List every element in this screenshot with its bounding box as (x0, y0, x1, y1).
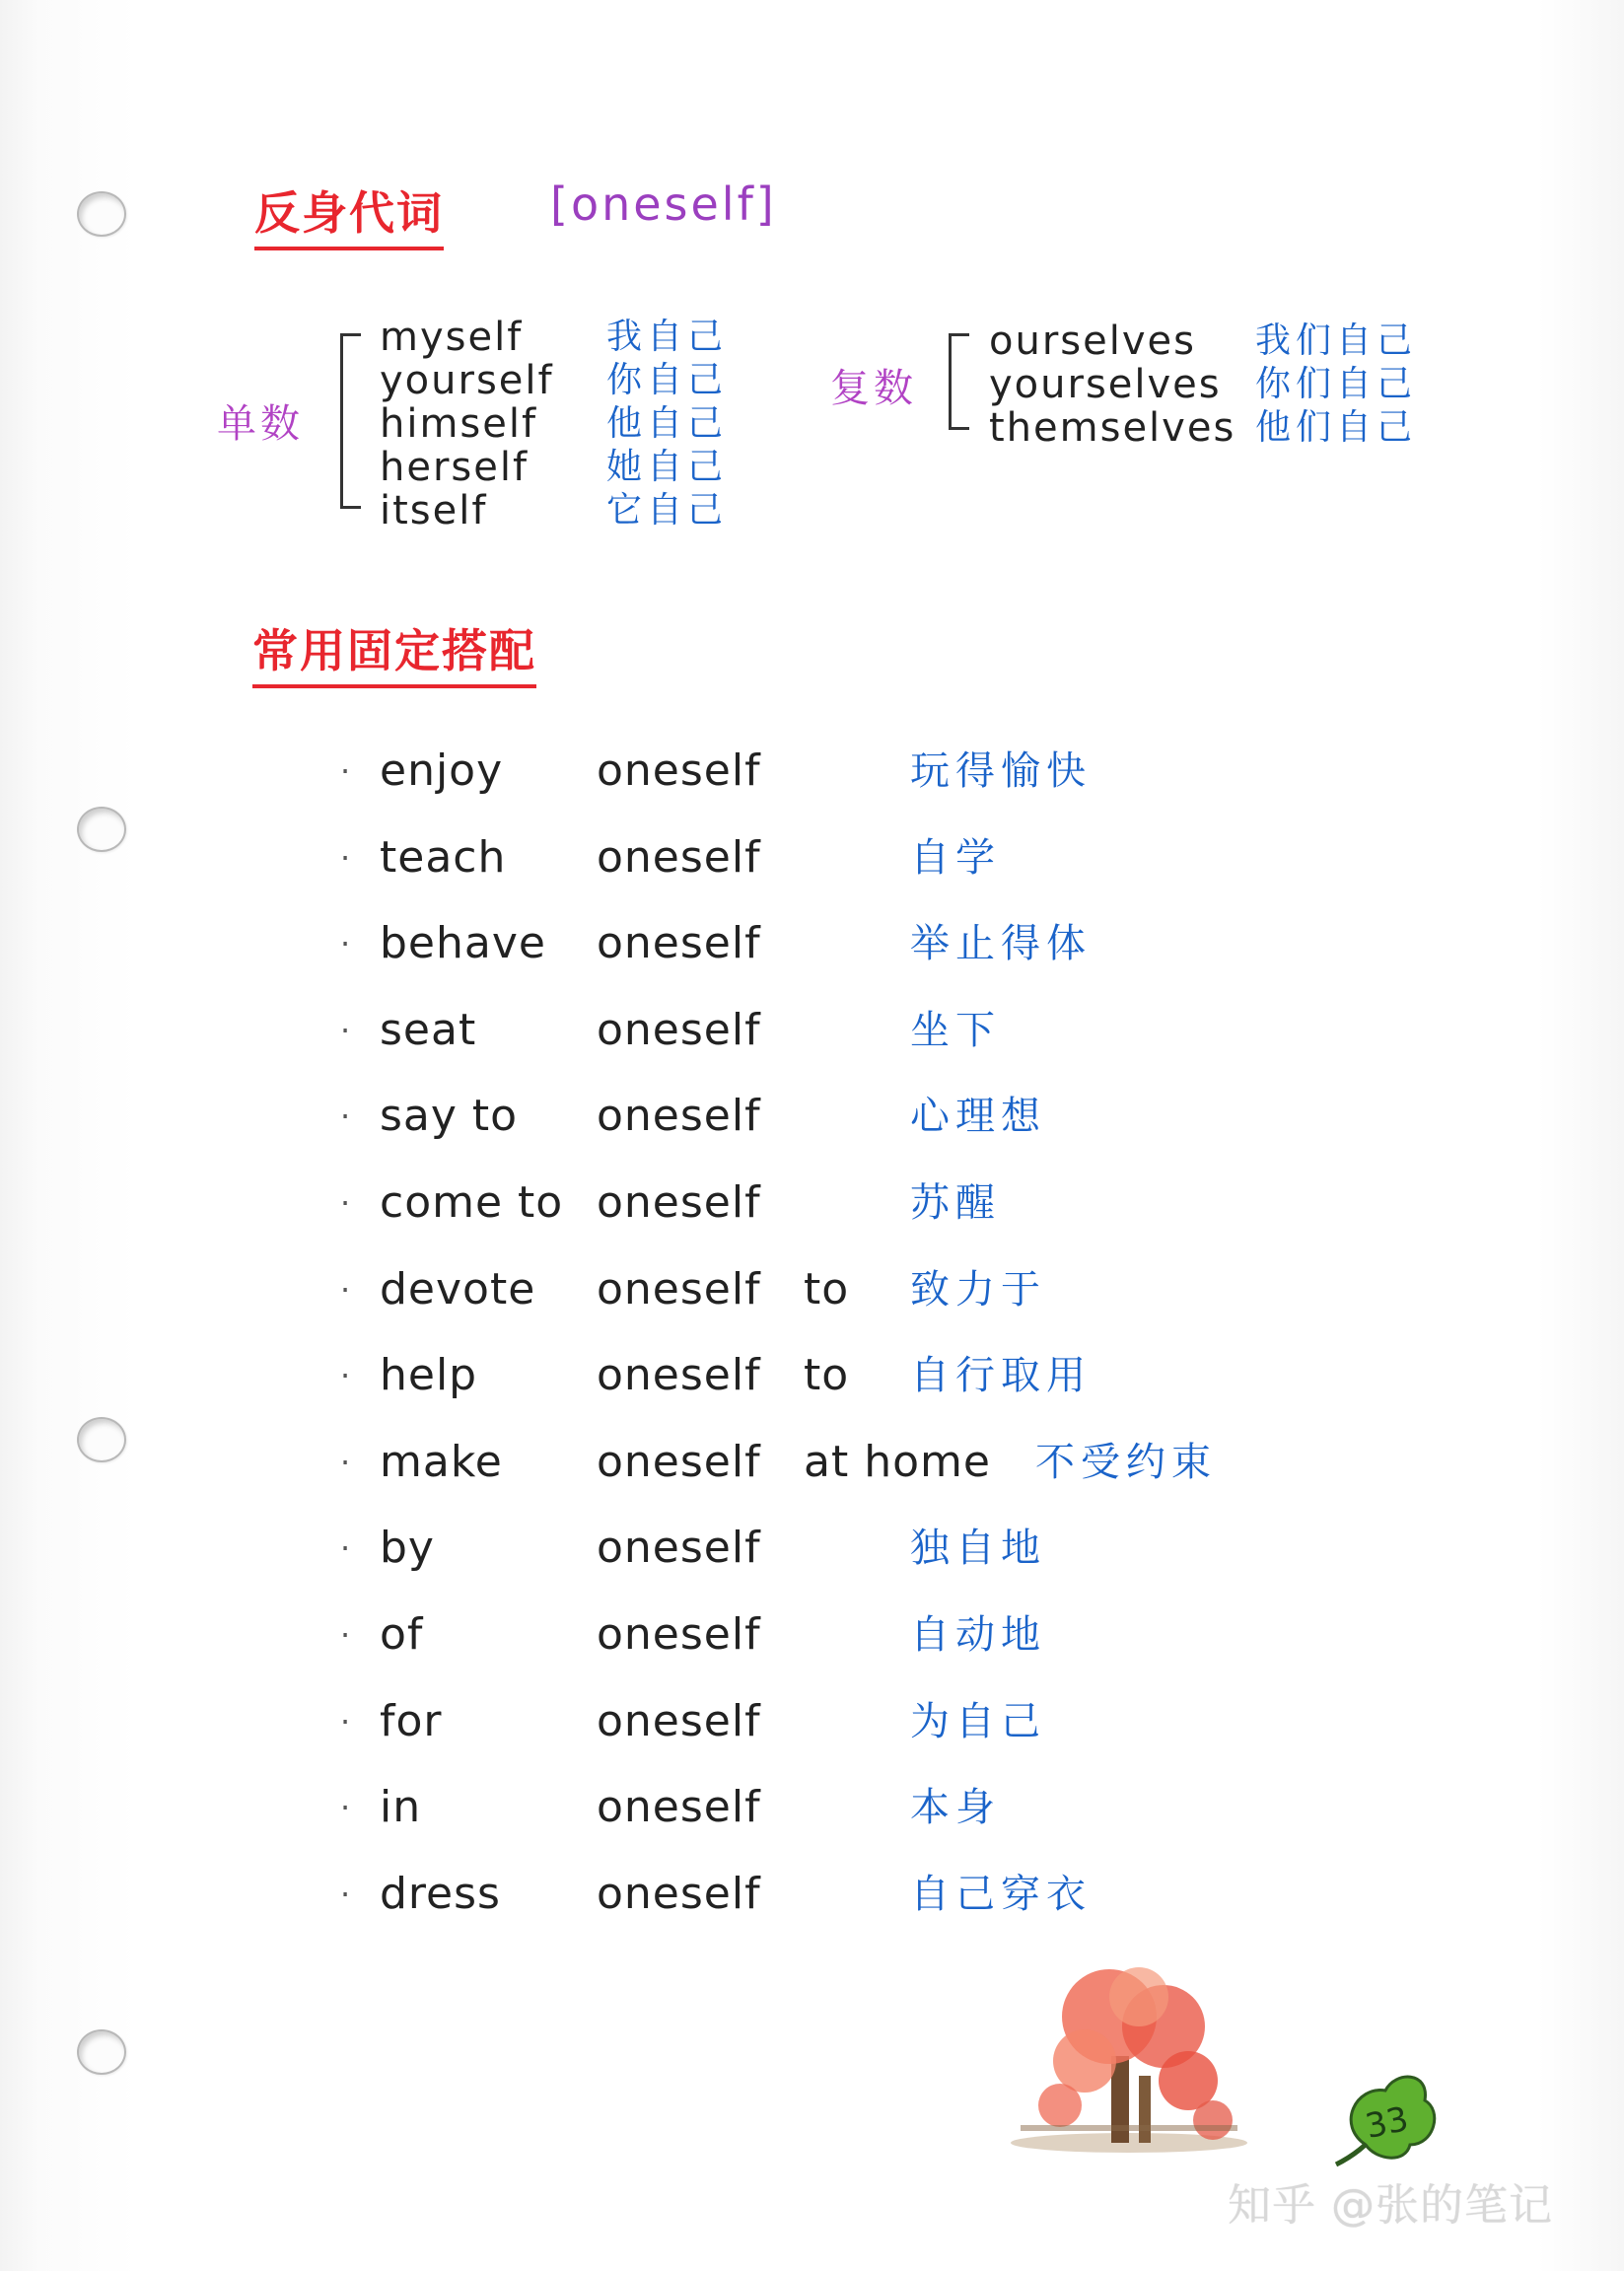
collocation-meaning: 自己穿衣 (910, 1871, 1092, 1917)
pronoun-row (989, 363, 1417, 406)
bullet-dot: · (340, 925, 351, 963)
pronoun-english: themselves (989, 405, 1236, 451)
bullet-dot: · (340, 1357, 351, 1395)
pronoun-chinese: 他们自己 (1255, 407, 1418, 448)
pronoun-row (989, 406, 1417, 450)
pronoun-english: himself (380, 401, 538, 447)
plural-label: 复数 (830, 366, 917, 411)
collocation-verb: help (380, 1350, 478, 1401)
collocation-object: oneself (597, 1523, 761, 1574)
binder-hole-2 (77, 807, 126, 852)
pronoun-row (380, 359, 728, 402)
tree-illustration (1001, 1957, 1257, 2155)
pronoun-english: ourselves (989, 319, 1196, 364)
collocation-verb: devote (380, 1263, 536, 1314)
collocation-meaning: 自行取用 (910, 1353, 1092, 1399)
bullet-dot: · (340, 1183, 351, 1222)
pronoun-row (380, 446, 728, 489)
pronoun-row (380, 402, 728, 446)
collocation-object: oneself (597, 745, 761, 796)
singular-pronoun-list (380, 316, 728, 532)
collocation-verb: come to (380, 1176, 564, 1228)
collocation-object: oneself (597, 1782, 761, 1833)
bullet-dot: · (340, 1011, 351, 1049)
pronoun-chinese: 我们自己 (1255, 320, 1418, 361)
bullet-dot: · (340, 1789, 351, 1827)
collocation-meaning: 为自己 (910, 1698, 1046, 1744)
collocation-verb: for (380, 1695, 443, 1746)
collocation-extension: to (804, 1263, 850, 1314)
collocation-verb: seat (380, 1004, 477, 1055)
singular-label: 单数 (217, 401, 304, 447)
collocation-object: oneself (597, 831, 761, 883)
collocation-meaning: 举止得体 (910, 921, 1092, 967)
bullet-dot: · (340, 838, 351, 877)
collocation-meaning: 自动地 (910, 1611, 1046, 1658)
page-number: 33 (1362, 2098, 1412, 2148)
pronoun-english: myself (380, 315, 524, 360)
collocation-object: oneself (597, 1608, 761, 1660)
pronoun-row (380, 489, 728, 532)
bullet-dot: · (340, 752, 351, 790)
bullet-dot: · (340, 1702, 351, 1740)
section-title-collocations: 常用固定搭配 (252, 615, 536, 688)
bullet-dot: · (340, 1098, 351, 1136)
collocation-verb: make (380, 1436, 503, 1487)
keyword-oneself: [oneself] (550, 177, 777, 231)
pronoun-english: herself (380, 445, 530, 490)
collocation-extension: at home (804, 1436, 991, 1487)
collocation-object: oneself (597, 1091, 761, 1142)
collocation-meaning: 本身 (910, 1785, 1001, 1831)
pronoun-row (989, 319, 1417, 363)
collocation-object: oneself (597, 1868, 761, 1919)
collocation-object: oneself (597, 918, 761, 969)
collocation-meaning: 苏醒 (910, 1179, 1001, 1226)
plural-bracket (949, 333, 969, 430)
pronoun-row (380, 316, 728, 359)
bullet-dot: · (340, 1443, 351, 1481)
bullet-dot: · (340, 1875, 351, 1913)
pronoun-chinese: 你们自己 (1255, 364, 1418, 404)
collocation-verb: dress (380, 1868, 501, 1919)
collocation-object: oneself (597, 1004, 761, 1055)
pronoun-chinese: 它自己 (606, 490, 729, 531)
watermark: 知乎 @张的笔记 (1228, 2180, 1553, 2231)
singular-bracket (340, 333, 361, 509)
collocation-meaning: 独自地 (910, 1526, 1046, 1572)
binder-hole-1 (77, 191, 126, 237)
collocation-object: oneself (597, 1436, 761, 1487)
collocation-verb: behave (380, 918, 546, 969)
collocation-meaning: 坐下 (910, 1007, 1001, 1053)
collocation-object: oneself (597, 1263, 761, 1314)
pronoun-chinese: 我自己 (606, 317, 729, 357)
bullet-dot: · (340, 1529, 351, 1568)
bullet-dot: · (340, 1270, 351, 1309)
pronoun-english: yourselves (989, 362, 1222, 407)
binder-hole-4 (77, 2029, 126, 2075)
collocation-verb: say to (380, 1091, 519, 1142)
collocation-object: oneself (597, 1176, 761, 1228)
collocation-meaning: 不受约束 (1035, 1439, 1217, 1485)
collocation-meaning: 自学 (910, 834, 1001, 881)
plural-pronoun-list (989, 319, 1417, 450)
pronoun-english: yourself (380, 358, 554, 403)
collocation-meaning: 心理想 (910, 1094, 1046, 1140)
collocation-verb: teach (380, 831, 507, 883)
collocation-verb: in (380, 1782, 422, 1833)
pronoun-chinese: 她自己 (606, 447, 729, 487)
collocation-verb: by (380, 1523, 435, 1574)
section-title-reflexive: 反身代词 (254, 177, 444, 250)
collocation-object: oneself (597, 1695, 761, 1746)
collocation-verb: enjoy (380, 745, 504, 796)
collocation-extension: to (804, 1350, 850, 1401)
pronoun-chinese: 你自己 (606, 360, 729, 400)
collocation-object: oneself (597, 1350, 761, 1401)
bullet-dot: · (340, 1615, 351, 1654)
collocation-meaning: 玩得愉快 (910, 748, 1092, 794)
collocation-verb: of (380, 1608, 424, 1660)
pronoun-english: itself (380, 488, 488, 533)
pronoun-chinese: 他自己 (606, 403, 729, 444)
binder-hole-3 (77, 1417, 126, 1462)
collocation-meaning: 致力于 (910, 1266, 1046, 1313)
